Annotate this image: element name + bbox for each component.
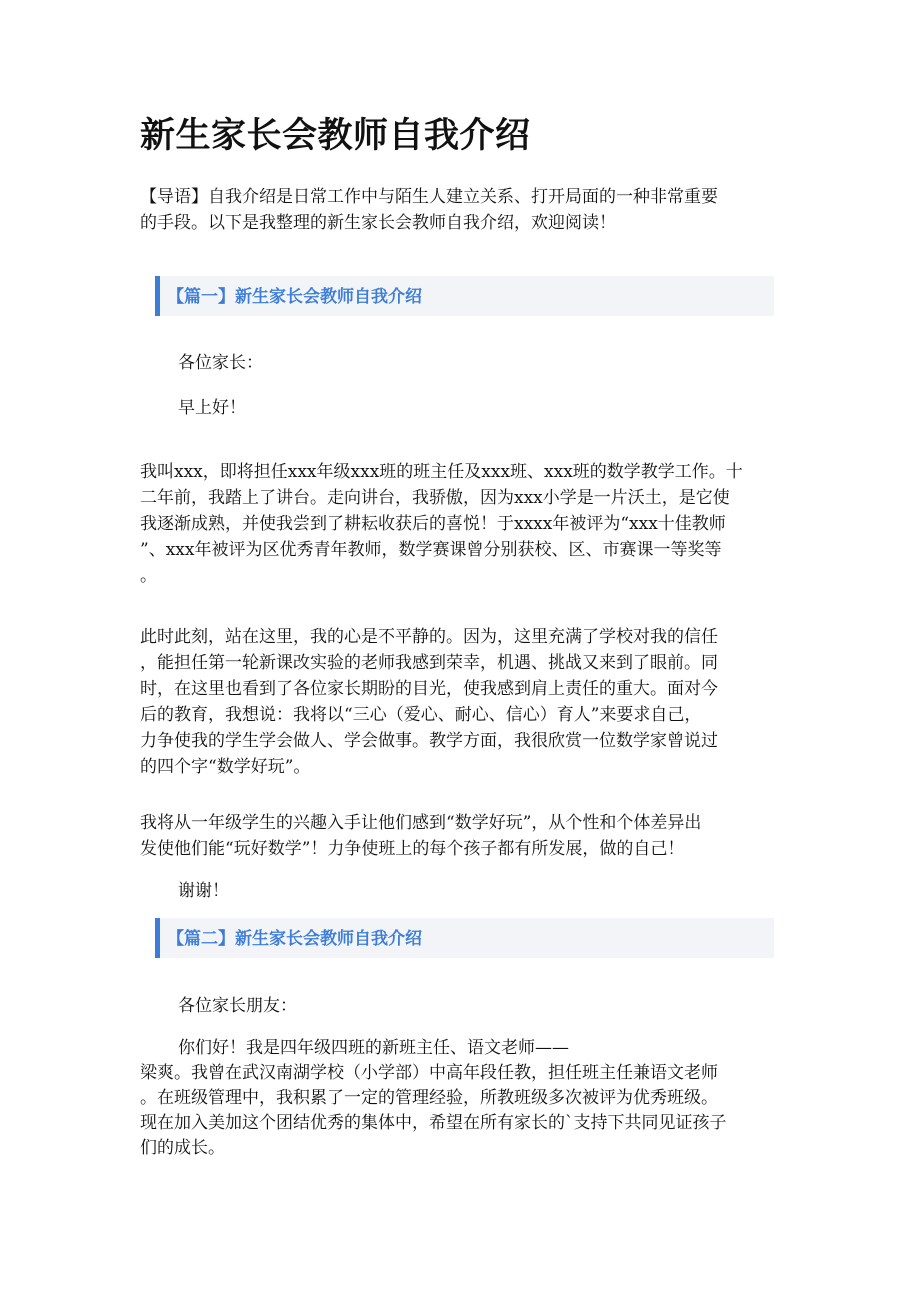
intro-line-1: 【导语】自我介绍是日常工作中与陌生人建立关系、打开局面的一种非常重要	[140, 187, 718, 207]
section-header-1-label: 【篇一】新生家长会教师自我介绍	[167, 287, 422, 307]
paragraph-1-line-5: 。	[140, 566, 157, 586]
paragraph-2-line-2: ，能担任第一轮新课改实验的老师我感到荣幸，机遇、挑战又来到了眼前。同	[140, 653, 718, 673]
page-title: 新生家长会教师自我介绍	[140, 115, 531, 156]
paragraph-1-line-3: 我逐渐成熟，并使我尝到了耕耘收获后的喜悦！于xxxx年被评为“xxx十佳教师	[140, 514, 726, 534]
section2-paragraph-line-4: 现在加入美加这个团结优秀的集体中，希望在所有家长的`支持下共同见证孩子	[140, 1113, 727, 1133]
section2-paragraph-line-5: 们的成长。	[140, 1138, 225, 1158]
paragraph-2-line-1: 此时此刻，站在这里，我的心是不平静的。因为，这里充满了学校对我的信任	[140, 627, 718, 647]
paragraph-1-line-2: 二年前，我踏上了讲台。走向讲台，我骄傲，因为xxx小学是一片沃土，是它使	[140, 488, 730, 508]
section2-paragraph-line-2: 梁爽。我曾在武汉南湖学校（小学部）中高年段任教，担任班主任兼语文老师	[140, 1063, 718, 1083]
paragraph-3-line-1: 我将从一年级学生的兴趣入手让他们感到“数学好玩”，从个性和个体差异出	[140, 813, 702, 833]
intro-line-2: 的手段。以下是我整理的新生家长会教师自我介绍，欢迎阅读！	[140, 213, 616, 233]
thanks-text: 谢谢！	[178, 881, 229, 901]
section2-paragraph-first-line: 你们好！我是四年级四班的新班主任、语文老师——	[178, 1038, 569, 1058]
section-header-1	[155, 276, 774, 316]
section-header-2-label: 【篇二】新生家长会教师自我介绍	[167, 929, 422, 949]
paragraph-1-line-1: 我叫xxx，即将担任xxx年级xxx班的班主任及xxx班、xxx班的数学教学工作。十	[140, 462, 743, 482]
paragraph-2-line-3: 时，在这里也看到了各位家长期盼的目光，使我感到肩上责任的重大。面对今	[140, 679, 718, 699]
greeting-2: 各位家长朋友：	[178, 996, 297, 1016]
greeting-1: 各位家长：	[178, 353, 263, 373]
paragraph-2-line-4: 后的教育，我想说：我将以“三心（爱心、耐心、信心）育人”来要求自己，	[140, 705, 702, 725]
paragraph-2-line-5: 力争使我的学生学会做人、学会做事。教学方面，我很欣赏一位数学家曾说过	[140, 731, 718, 751]
section2-paragraph-line-3: 。在班级管理中，我积累了一定的管理经验，所教班级多次被评为优秀班级。	[140, 1088, 718, 1108]
paragraph-2-line-6: 的四个字“数学好玩”。	[140, 757, 311, 777]
paragraph-1-line-4: ”、xxx年被评为区优秀青年教师，数学赛课曾分别获校、区、市赛课一等奖等	[140, 540, 722, 560]
section-header-2	[155, 918, 774, 958]
morning-greeting: 早上好！	[178, 398, 246, 418]
paragraph-3-line-2: 发使他们能“玩好数学”！力争使班上的每个孩子都有所发展，做的自己！	[140, 839, 685, 859]
